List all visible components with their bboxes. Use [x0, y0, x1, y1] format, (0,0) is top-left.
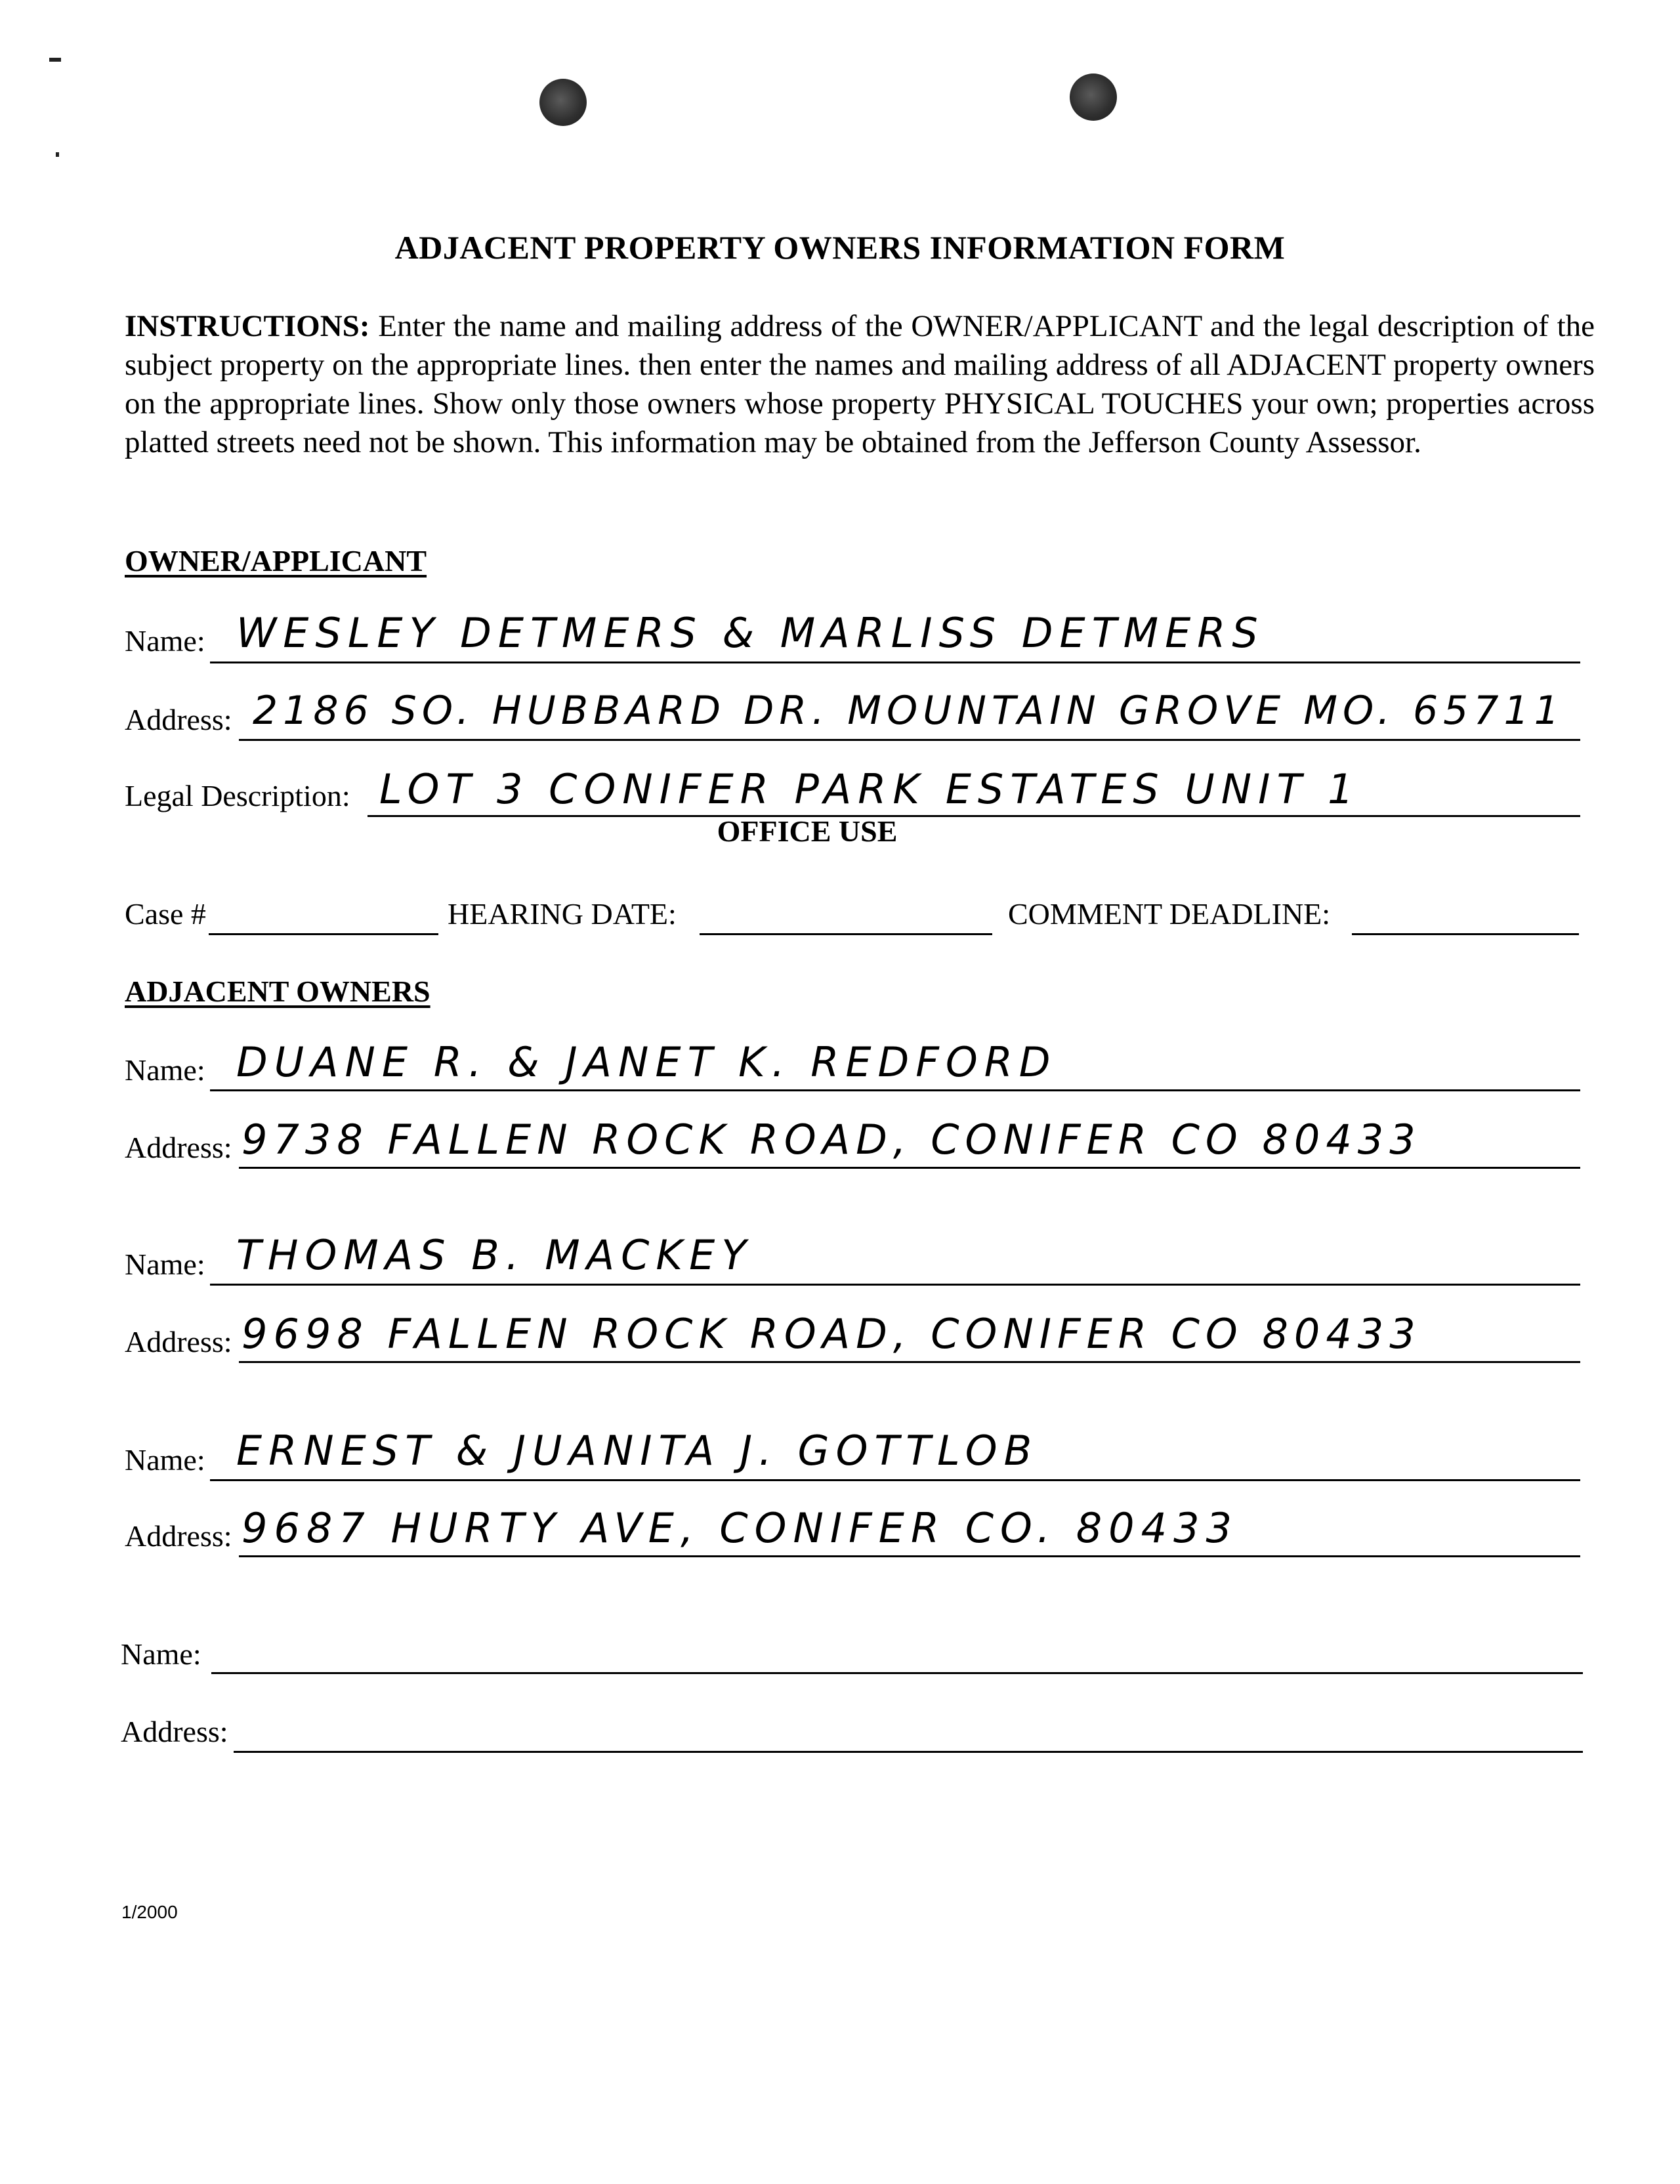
adjacent-2-address-line	[239, 1361, 1580, 1363]
form-title: ADJACENT PROPERTY OWNERS INFORMATION FORM	[394, 229, 1286, 266]
office-use-heading: OFFICE USE	[717, 814, 898, 848]
owner-address-line	[239, 739, 1580, 741]
owner-name-line	[210, 662, 1580, 663]
owner-address-field[interactable]: 2186 SO. HUBBARD DR. MOUNTAIN GROVE MO. 65711	[253, 688, 1564, 734]
adjacent-owners-heading: ADJACENT OWNERS	[125, 975, 430, 1008]
hearing-date-label: HEARING DATE:	[448, 897, 677, 931]
adjacent-3-name-field[interactable]: ERNEST & JUANITA J. GOTTLOB	[236, 1427, 1039, 1475]
adjacent-2-name-line	[210, 1284, 1580, 1286]
scan-speck	[49, 58, 61, 62]
case-number-label: Case #	[125, 897, 206, 931]
scan-speck	[56, 152, 59, 157]
hearing-date-line[interactable]	[700, 933, 992, 935]
instructions-label: INSTRUCTIONS:	[125, 309, 370, 343]
adjacent-3-name-line	[210, 1479, 1580, 1481]
adjacent-4-address-line[interactable]	[234, 1751, 1583, 1753]
adjacent-1-address-label: Address:	[125, 1131, 232, 1164]
owner-name-field[interactable]: WESLEY DETMERS & MARLISS DETMERS	[236, 609, 1265, 657]
adjacent-4-name-label: Name:	[121, 1637, 201, 1671]
adjacent-2-name-label: Name:	[125, 1248, 205, 1281]
adjacent-1-name-field[interactable]: DUANE R. & JANET K. REDFORD	[236, 1038, 1057, 1086]
instructions-text: Enter the name and mailing address of the OWNER/APPLICANT and the legal description of the subject property on the appropriate lines. then enter the names and mailing address of all ADJACENT property owners on the appropriate lines. Show only those owners whose property PHYSICAL TOUCHES your own; properties across platted streets need not be shown. This information may be obtained from the Jefferson County Assessor.	[125, 309, 1595, 459]
owner-address-label: Address:	[125, 703, 232, 736]
form-revision-date: 1/2000	[121, 1902, 178, 1922]
comment-deadline-line[interactable]	[1352, 933, 1579, 935]
adjacent-3-name-label: Name:	[125, 1443, 205, 1477]
owner-applicant-heading: OWNER/APPLICANT	[125, 544, 427, 578]
adjacent-3-address-field[interactable]: 9687 HURTY AVE, CONIFER CO. 80433	[242, 1504, 1238, 1552]
adjacent-3-address-label: Address:	[125, 1519, 232, 1553]
punch-hole-right	[1070, 74, 1117, 121]
instructions-paragraph	[125, 307, 1595, 462]
adjacent-1-name-label: Name:	[125, 1053, 205, 1087]
comment-deadline-label: COMMENT DEADLINE:	[1008, 897, 1331, 931]
adjacent-4-name-line[interactable]	[211, 1672, 1583, 1674]
adjacent-1-address-line	[239, 1167, 1580, 1169]
legal-description-label: Legal Description:	[125, 779, 350, 812]
adjacent-2-address-field[interactable]: 9698 FALLEN ROCK ROAD, CONIFER CO 80433	[242, 1310, 1421, 1358]
adjacent-1-name-line	[210, 1089, 1580, 1091]
legal-description-field[interactable]: LOT 3 CONIFER PARK ESTATES UNIT 1	[379, 765, 1360, 813]
adjacent-4-address-label: Address:	[121, 1715, 228, 1748]
punch-hole-left	[539, 79, 587, 126]
adjacent-2-address-label: Address:	[125, 1325, 232, 1358]
adjacent-2-name-field[interactable]: THOMAS B. MACKEY	[236, 1231, 753, 1279]
owner-name-label: Name:	[125, 624, 205, 658]
adjacent-3-address-line	[239, 1555, 1580, 1557]
adjacent-1-address-field[interactable]: 9738 FALLEN ROCK ROAD, CONIFER CO 80433	[242, 1116, 1421, 1164]
case-number-line[interactable]	[209, 933, 438, 935]
